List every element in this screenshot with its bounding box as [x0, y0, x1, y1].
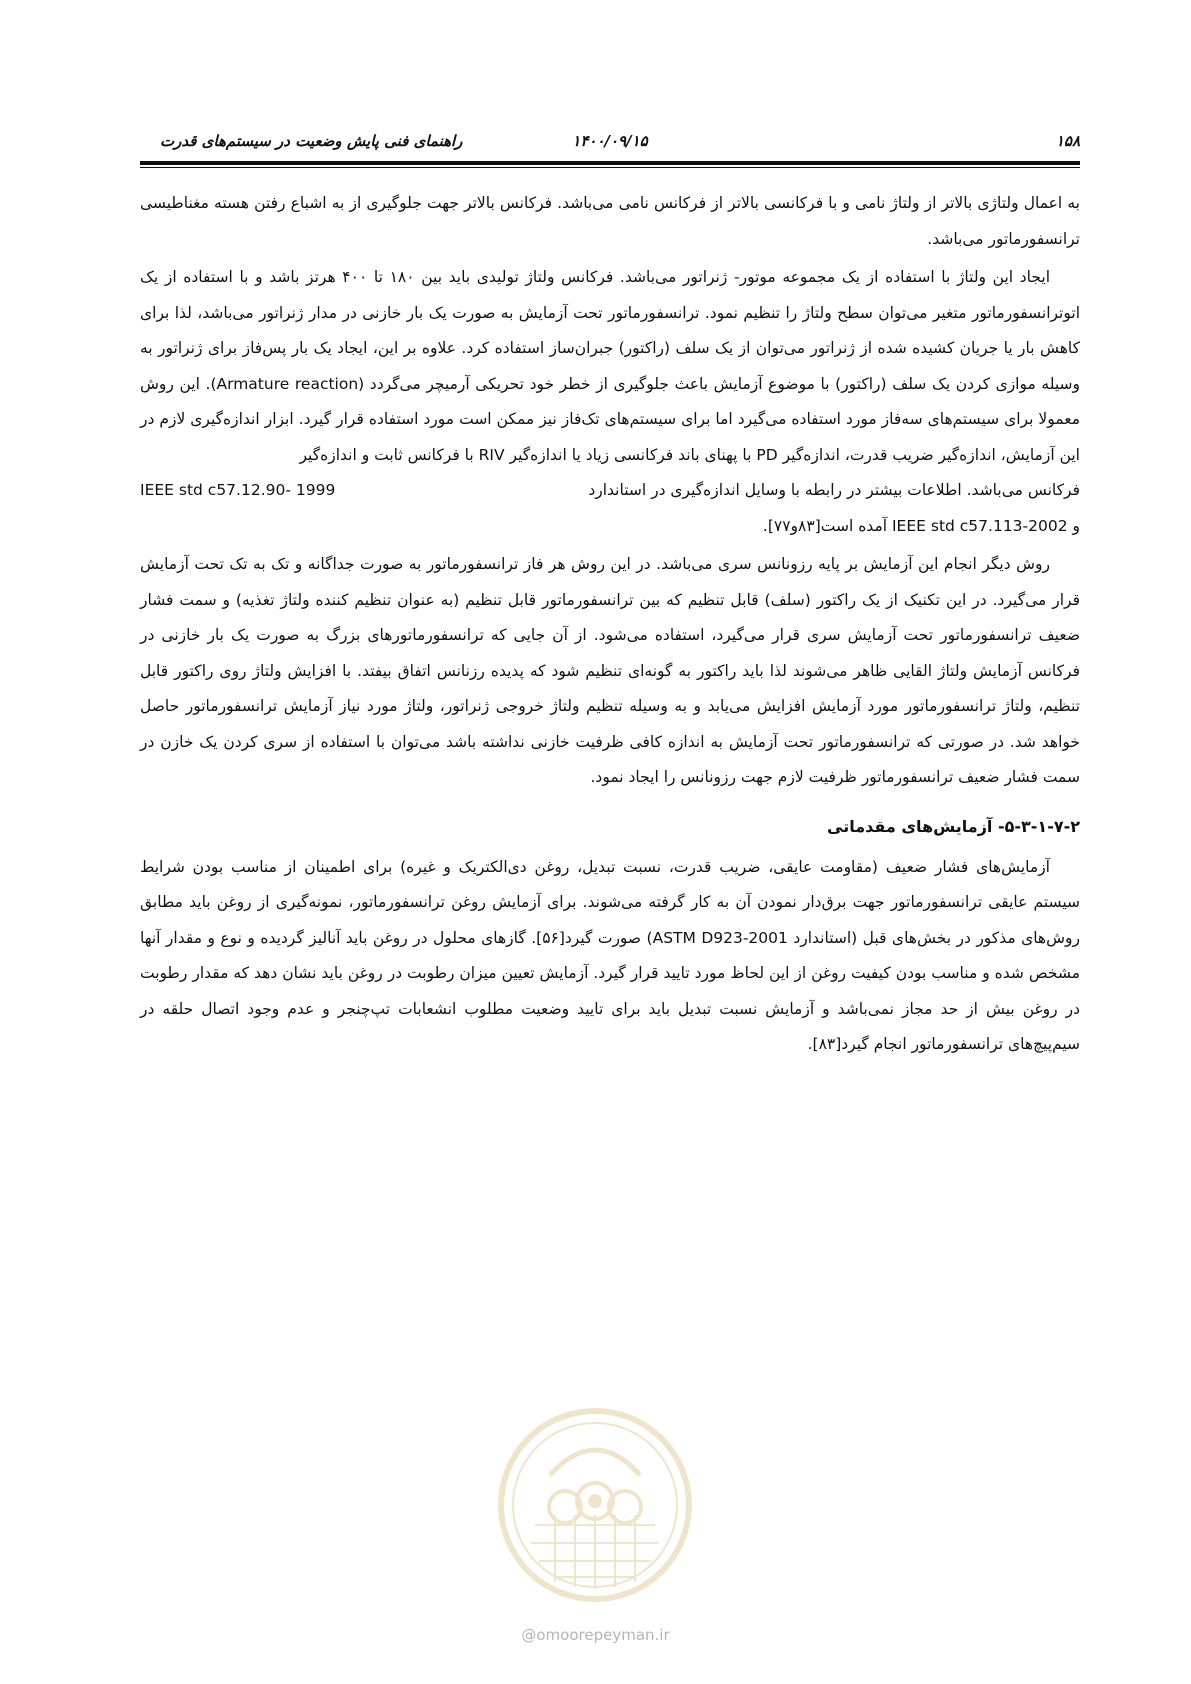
watermark-logo — [495, 1405, 695, 1605]
paragraph-motor-generator: ایجاد این ولتاژ با استفاده از یک مجموعه موتور- ژنراتور می‌باشد. فرکانس ولتاژ تولیدی باید بین ۱۸۰ تا ۴۰۰ هرتز باشد و با استفاده از یک اتوترانسفورماتور متغیر می‌توان سطح ولتاژ را تنظیم نمود. ترانسفورماتور تحت آزمایش به صورت یک بار خازنی در مدار ژنراتور می‌باشد، لذا برای کاهش بار یا جریان کشیده شده از ژنراتور می‌توان از یک سلف (راکتور) جبران‌ساز استفاده کرد. علاوه بر این، ایجاد یک بار پس‌فاز برای ژنراتور به وسیله موازی کردن یک سلف (راکتور) با موضوع آزمایش باعث جلوگیری از خطر خود تحریکی آرمیچر می‌گردد (Armature reaction). این روش معمولا برای سیستم‌های سه‌فاز مورد استفاده می‌گیرد اما برای سیستم‌های تک‌فاز نیز ممکن است مورد استفاده قرار گیرد. ابزار اندازه‌گیری لازم در این آزمایش، اندازه‌گیر ضریب قدرت، اندازه‌گیر PD با پهنای باند فرکانسی زیاد یا اندازه‌گیر RIV با فرکانس ثابت و اندازه‌گیر — [140, 268, 1080, 464]
header-rule-thick — [140, 161, 1080, 165]
document-body — [140, 186, 1080, 1063]
section-heading: ۵-۳-۱-۷-۲- آزمایش‌های مقدماتی — [827, 816, 1080, 836]
paragraph-reference-end: و IEEE std c57.113-2002 آمده است[۸۳و۷۷]. — [762, 516, 1080, 535]
running-title: راهنمای فنی پایش وضعیت در سیستم‌های قدرت — [160, 132, 463, 150]
reference-line — [140, 473, 1080, 509]
paragraph-series-resonance: روش دیگر انجام این آزمایش بر پایه رزونانس سری می‌باشد. در این روش هر فاز ترانسفورماتور به صورت جداگانه و تک به تک تحت آزمایش قرار می‌گیرد. در این تکنیک از یک راکتور (سلف) قابل تنظیم که بین ترانسفورماتور قابل تنظیم (به عنوان تنظیم کننده ولتاژ تغذیه) و سمت فشار ضعیف ترانسفورماتور تحت آزمایش سری قرار می‌گیرد، استفاده می‌شود. از آن جایی که ترانسفورماتورهای بزرگ به صورت یک بار خازنی در فرکانس آزمایش ولتاژ القایی ظاهر می‌شوند لذا باید راکتور به گونه‌ای تنظیم شود که پدیده رزنانس اتفاق بیفتد. با افزایش ولتاژ روی راکتور قابل تنظیم، ولتاژ ترانسفورماتور مورد آزمایش افزایش می‌یابد و به وسیله تنظیم ولتاژ خروجی ژنراتور، ولتاژ مورد نیاز آزمایش ترانسفورماتور حاصل خواهد شد. در صورتی که ترانسفورماتور تحت آزمایش به اندازه کافی ظرفیت خازنی نداشته باشد می‌توان با استفاده از سری کردن یک خازن در سمت فشار ضعیف ترانسفورماتور ظرفیت لازم جهت رزونانس را ایجاد نمود. — [140, 555, 1080, 786]
paragraph-preliminary-tests: آزمایش‌های فشار ضعیف (مقاومت عایقی، ضریب قدرت، نسبت تبدیل، روغن دی‌الکتریک و غیره) برای اطمینان از مناسب بودن شرایط سیستم عایقی ترانسفورماتور جهت برق‌دار نمودن آن به کار گرفته می‌شوند. برای آزمایش روغن ترانسفورماتور، نمونه‌گیری از روغن باید مطابق روش‌های مذکور در بخش‌های قبل (استاندارد ASTM D923-2001) صورت گیرد[۵۶]. گازهای محلول در روغن باید آنالیز گردیده و نوع و مقدار آنها مشخص شده و مناسب بودن کیفیت روغن از این لحاظ مورد تایید قرار گیرد. آزمایش تعیین میزان رطوبت در روغن باید نشان دهد که مقدار رطوبت در روغن بیش از حد مجاز نمی‌باشد و آزمایش نسبت تبدیل باید برای تایید وضعیت مطلوب انشعابات تپ‌چنجر و عدم وجود اتصال حلقه در سیم‌پیچ‌های ترانسفورماتور انجام گیرد[۸۳]. — [140, 857, 1080, 1053]
watermark-url: @omoorepeyman.ir — [521, 1626, 670, 1644]
reference-standard: IEEE std c57.12.90- 1999 — [140, 481, 336, 499]
page-header — [140, 128, 1080, 164]
header-date: ۱۴۰۰/۰۹/۱۵ — [572, 132, 648, 150]
page-number: ۱۵۸ — [1055, 132, 1080, 150]
header-rule-thin — [140, 167, 1080, 168]
reference-text: فرکانس می‌باشد. اطلاعات بیشتر در رابطه با وسایل اندازه‌گیری در استاندارد — [588, 481, 1080, 499]
seal-icon — [495, 1405, 695, 1605]
paragraph-continuation: به اعمال ولتاژی بالاتر از ولتاژ نامی و با فرکانسی بالاتر از فرکانس نامی می‌باشد. فرکانس بالاتر جهت جلوگیری از به اشباع رفتن هسته مغناطیسی ترانسفورماتور می‌باشد. — [140, 194, 1080, 248]
